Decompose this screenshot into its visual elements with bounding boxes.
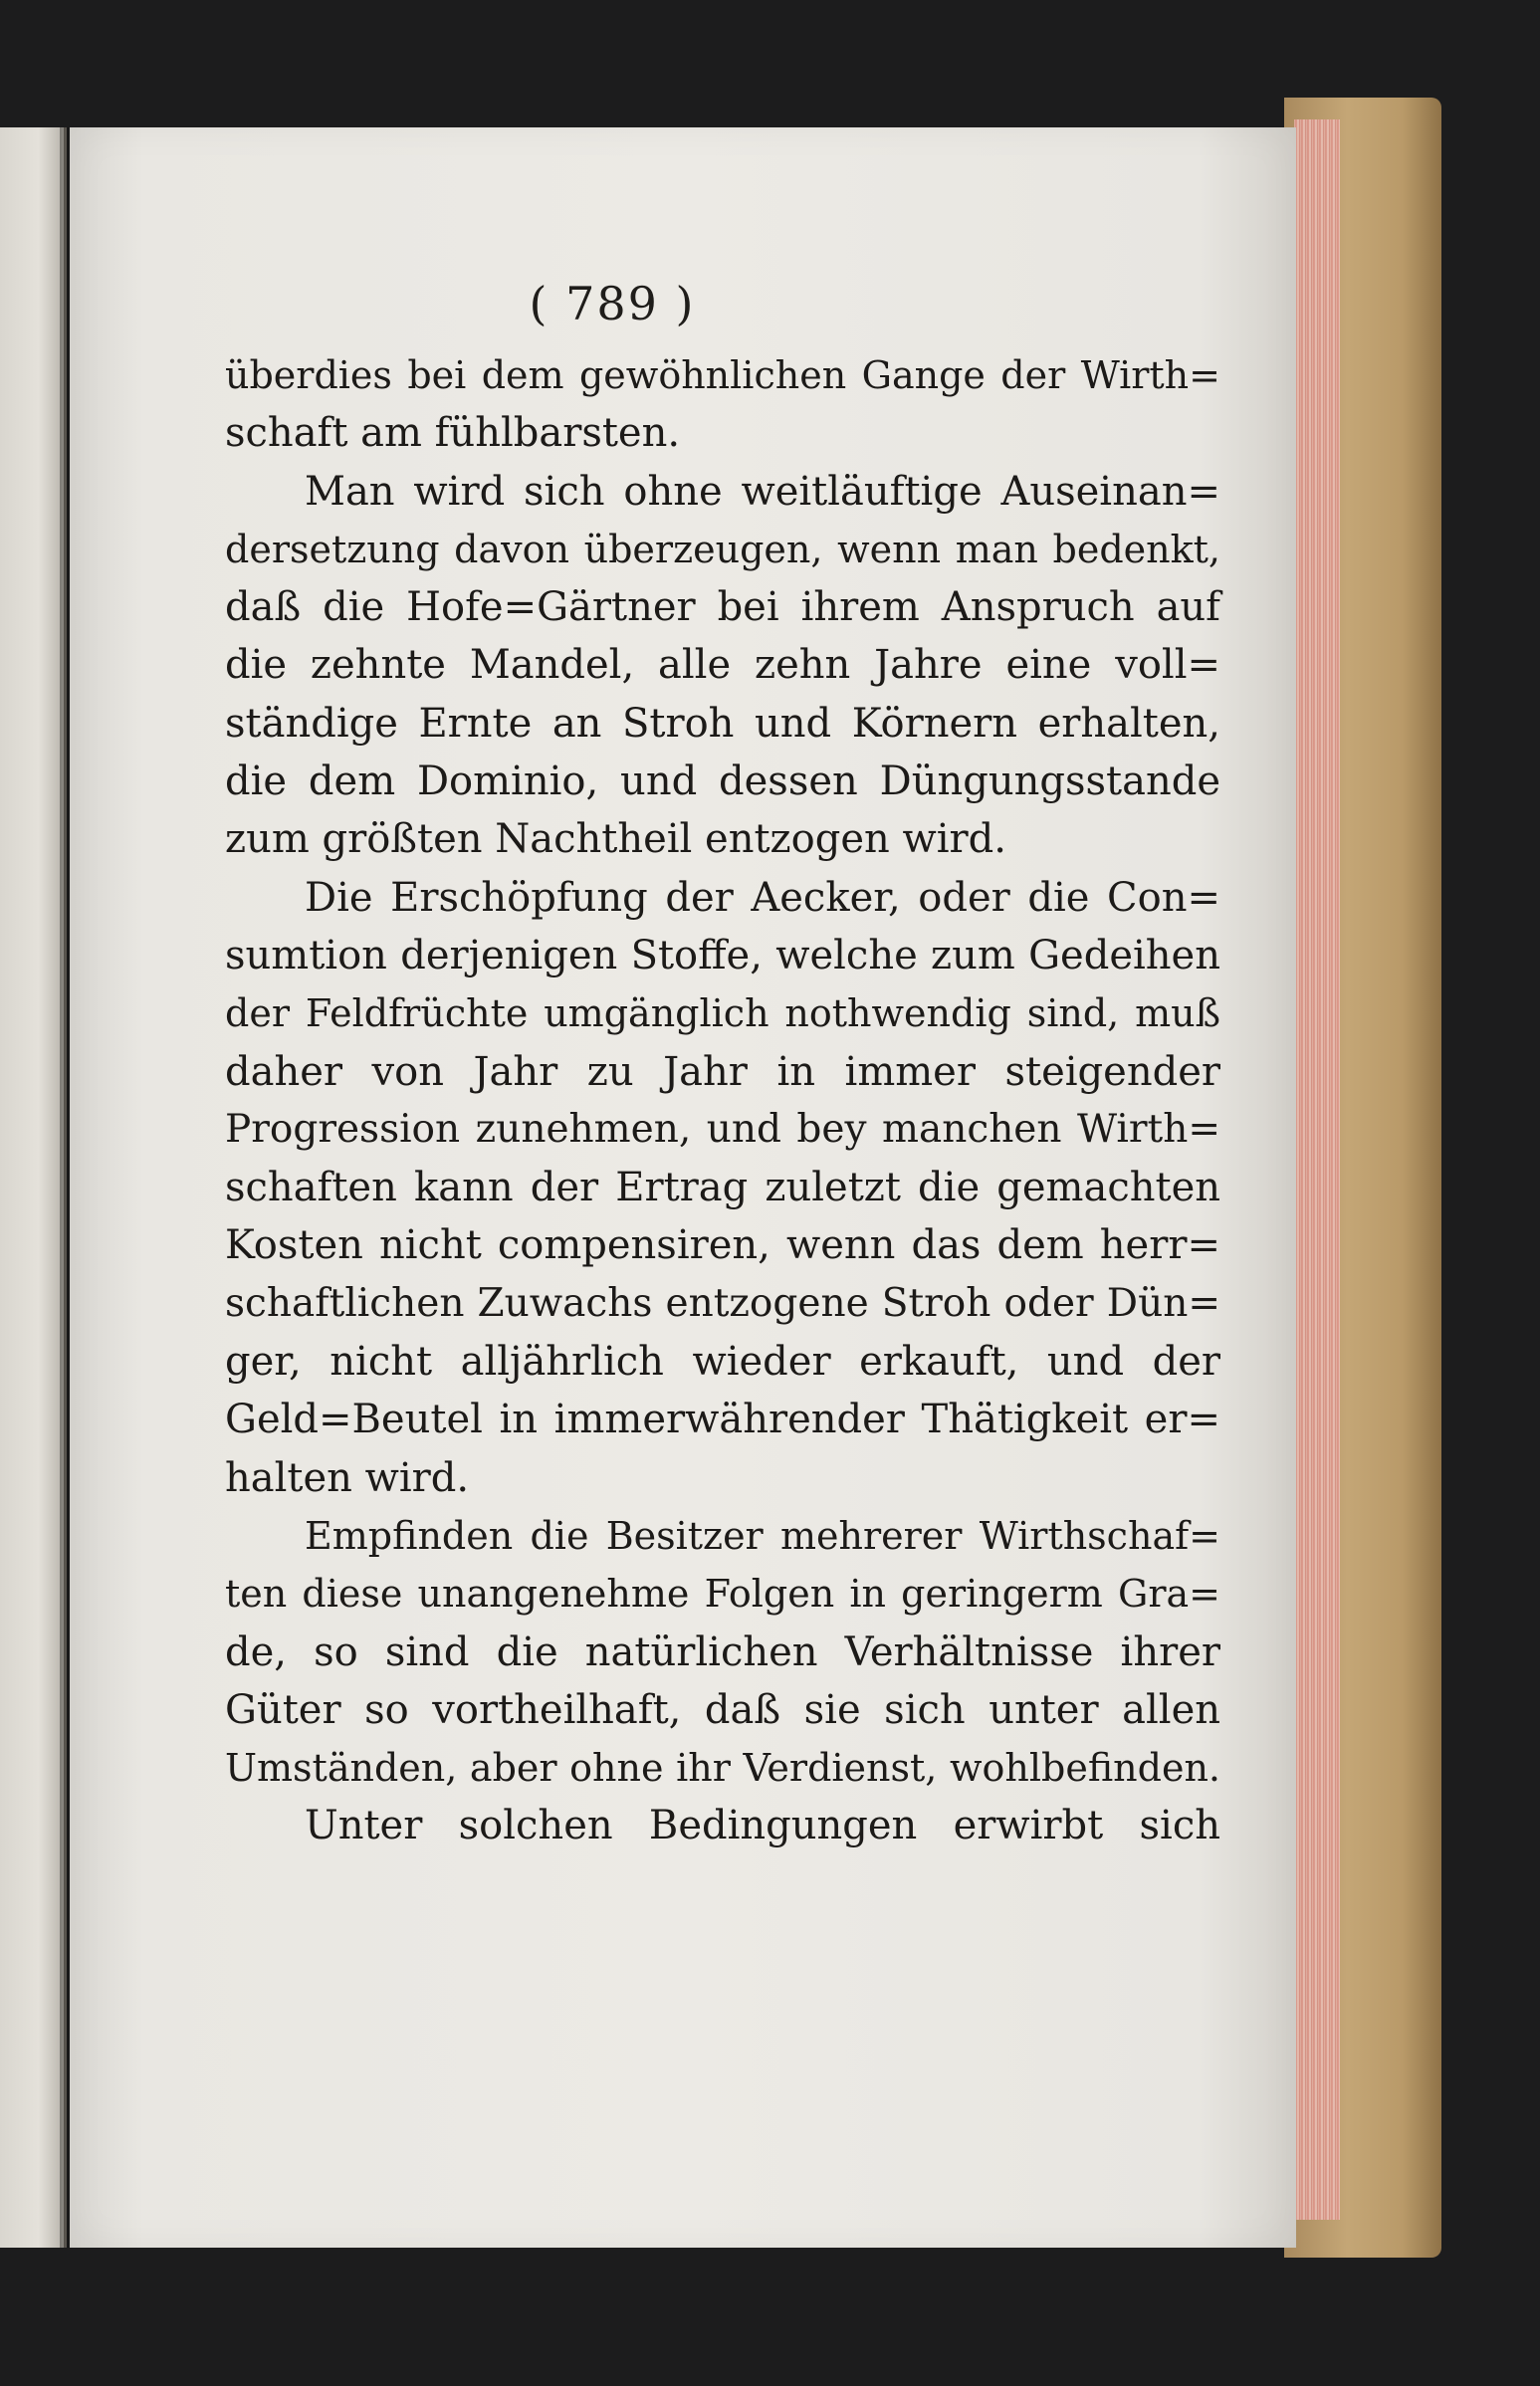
right-page	[70, 127, 1296, 2248]
page-number: ( 789 )	[529, 277, 696, 330]
text-line: de, so sind die natürlichen Verhältnisse ihrer	[225, 1628, 1220, 1675]
text-line: Güter so vortheilhaft, daß sie sich unter allen	[225, 1686, 1220, 1733]
text-line: Die Erschöpfung der Aecker, oder die Con=	[305, 874, 1220, 921]
text-line: Unter solchen Bedingungen erwirbt sich	[305, 1803, 1220, 1849]
text-line: halten wird.	[225, 1454, 470, 1501]
text-line: Empfinden die Besitzer mehrerer Wirthschaf=	[305, 1513, 1220, 1558]
text-line: sumtion derjenigen Stoffe, welche zum Gedeihen	[225, 932, 1220, 978]
text-line: schaft am fühlbarsten.	[225, 410, 681, 457]
text-line: Geld=Beutel in immerwährender Thätigkeit er=	[225, 1397, 1220, 1443]
text-line: Umständen, aber ohne ihr Verdienst, wohlbefinden.	[225, 1746, 1220, 1791]
text-line: die dem Dominio, und dessen Düngungsstande	[225, 759, 1220, 805]
text-line: ger, nicht alljährlich wieder erkauft, und der	[225, 1339, 1220, 1386]
text-line: der Feldfrüchte umgänglich nothwendig sind, muß	[225, 991, 1220, 1036]
text-line: Kosten nicht compensiren, wenn das dem herr=	[225, 1222, 1220, 1269]
left-page-edge	[0, 127, 67, 2248]
text-line: die zehnte Mandel, alle zehn Jahre eine voll=	[225, 642, 1220, 689]
text-line: zum größten Nachtheil entzogen wird.	[225, 816, 1006, 863]
text-line: daß die Hofe=Gärtner bei ihrem Anspruch auf	[225, 584, 1220, 631]
text-line: Man wird sich ohne weitläuftige Auseinan=	[305, 468, 1220, 515]
body-text	[225, 346, 1220, 1855]
page-block-edges	[1294, 119, 1340, 2220]
text-line: überdies bei dem gewöhnlichen Gange der Wirth=	[225, 353, 1220, 397]
text-line: ständige Ernte an Stroh und Körnern erhalten,	[225, 700, 1220, 747]
text-line: Progression zunehmen, und bey manchen Wirth=	[225, 1106, 1220, 1152]
text-line: ten diese unangenehme Folgen in geringerm Gra=	[225, 1572, 1220, 1617]
text-line: dersetzung davon überzeugen, wenn man bedenkt,	[225, 527, 1220, 571]
text-line: schaften kann der Ertrag zuletzt die gemachten	[225, 1165, 1220, 1211]
text-line: daher von Jahr zu Jahr in immer steigender	[225, 1048, 1220, 1095]
text-line: schaftlichen Zuwachs entzogene Stroh oder Dün=	[225, 1280, 1220, 1326]
